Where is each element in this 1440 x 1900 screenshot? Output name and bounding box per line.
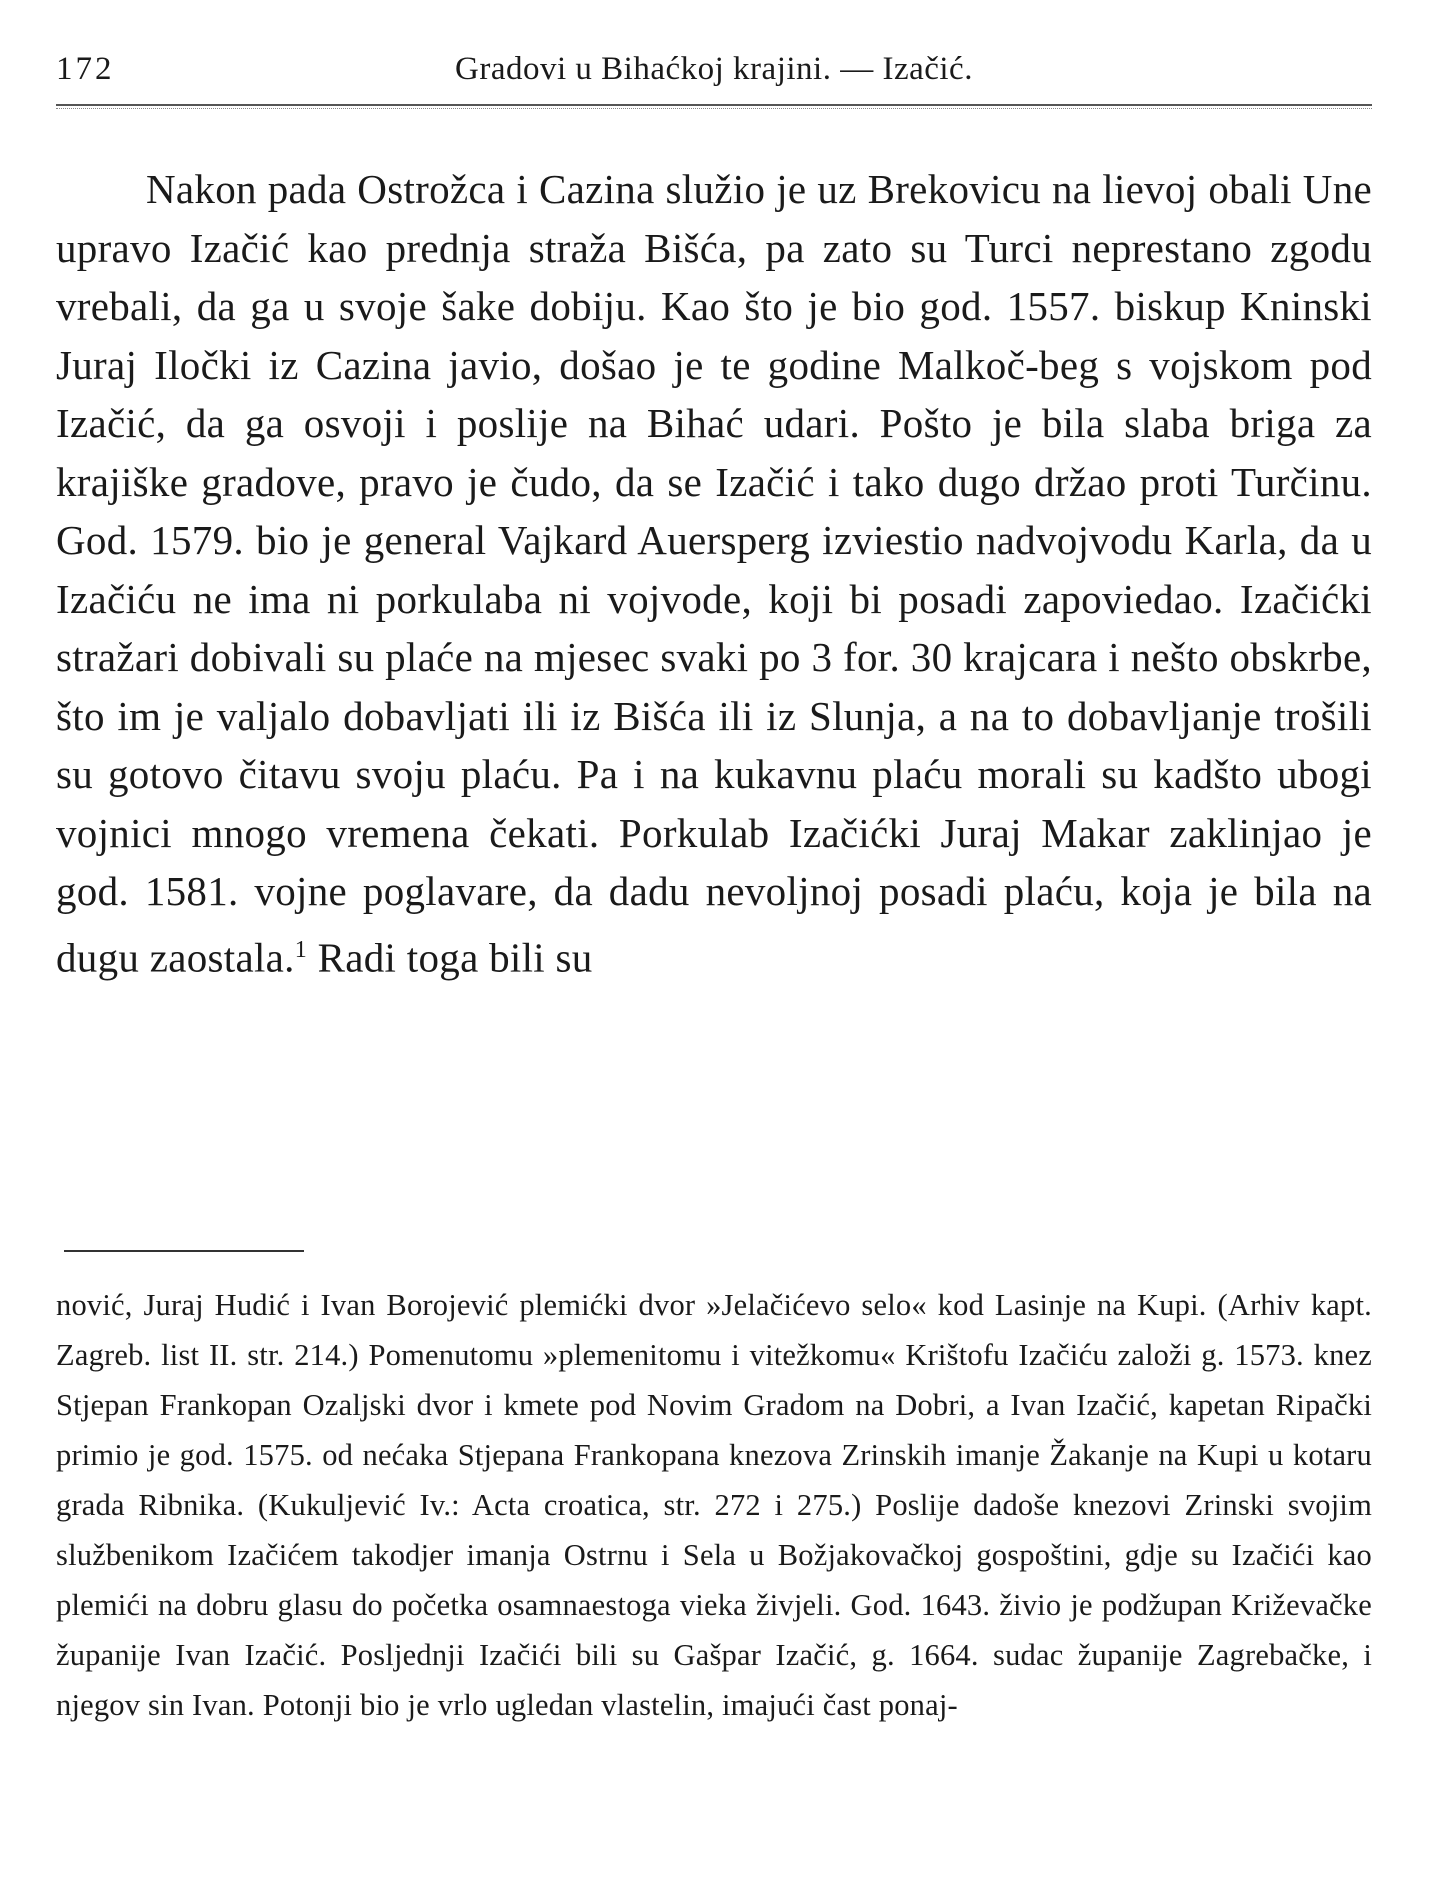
paragraph-end: Radi toga bili su [307,934,593,981]
running-title: Gradovi u Bihaćkoj krajini. — Izačić. [455,51,973,87]
footnote-rule [64,1250,304,1252]
header-rule-dotted [56,108,1372,109]
book-page [56,0,1372,1900]
footnote-text: nović, Juraj Hudić i Ivan Borojević plemićki dvor »Jelačićevo selo« kod Lasinje na Kupi. (Arhiv kapt. Zagreb. list II. str. 214.) Pomenutomu »plemenitomu i vitežkomu« Krištofu Izačiću založi g. 1573. knez Stjepan Frankopan Ozaljski dvor i kmete pod Novim Gradom na Dobri, a Ivan Izačić, kapetan Ripački primio je god. 1575. od nećaka Stjepana Frankopana knezova Zrinskih imanje Žakanje na Kupi u kotaru grada Ribnika. (Kukuljević Iv.: Acta croatica, str. 272 i 275.) Poslije dadoše knezovi Zrinski svojim službenikom Izačićem takodjer imanja Ostrnu i Sela u Božjakovačkoj gospoštini, gdje su Izačići kao plemići na dobru glasu do početka osamnaestoga vieka živjeli. God. 1643. živio je podžupan Križevačke županije Ivan Izačić. Posljednji Izačići bili su Gašpar Izačić, g. 1664. sudac županije Zagrebačke, i njegov sin Ivan. Potonji bio je vrlo ugledan vlastelin, imajući čast ponaj- [56,1288,1372,1722]
header-rule [56,104,1372,106]
page-number: 172 [56,51,115,87]
main-paragraph [56,160,1372,987]
page-header [56,44,1372,94]
footnote-marker: 1 [294,936,308,963]
paragraph-text: Nakon pada Ostrožca i Cazina služio je uz Brekovicu na lievoj obali Une upravo Izačić kao prednja straža Bišća, pa zato su Turci neprestano zgodu vrebali, da ga u svoje šake dobiju. Kao što je bio god. 1557. biskup Kninski Juraj Iločki iz Cazina javio, došao je te godine Malkoč-beg s vojskom pod Izačić, da ga osvoji i poslije na Bihać udari. Pošto je bila slaba briga za krajiške gradove, pravo je čudo, da se Izačić i tako dugo držao proti Turčinu. God. 1579. bio je general Vajkard Auersperg izviestio nadvojvodu Karla, da u Izačiću ne ima ni porkulaba ni vojvode, koji bi posadi zapoviedao. Izačićki stražari dobivali su plaće na mjesec svaki po 3 for. 30 krajcara i nešto obskrbe, što im je valjalo dobavljati ili iz Bišća ili iz Slunja, a na to dobavljanje trošili su gotovo čitavu svoju plaću. Pa i na kukavnu plaću morali su kadšto ubogi vojnici mnogo vremena čekati. Porkulab Izačićki Juraj Makar zaklinjao je god. 1581. vojne poglavare, da dadu nevoljnoj posadi plaću, koja je bila na dugu zaostala. [56,166,1372,981]
